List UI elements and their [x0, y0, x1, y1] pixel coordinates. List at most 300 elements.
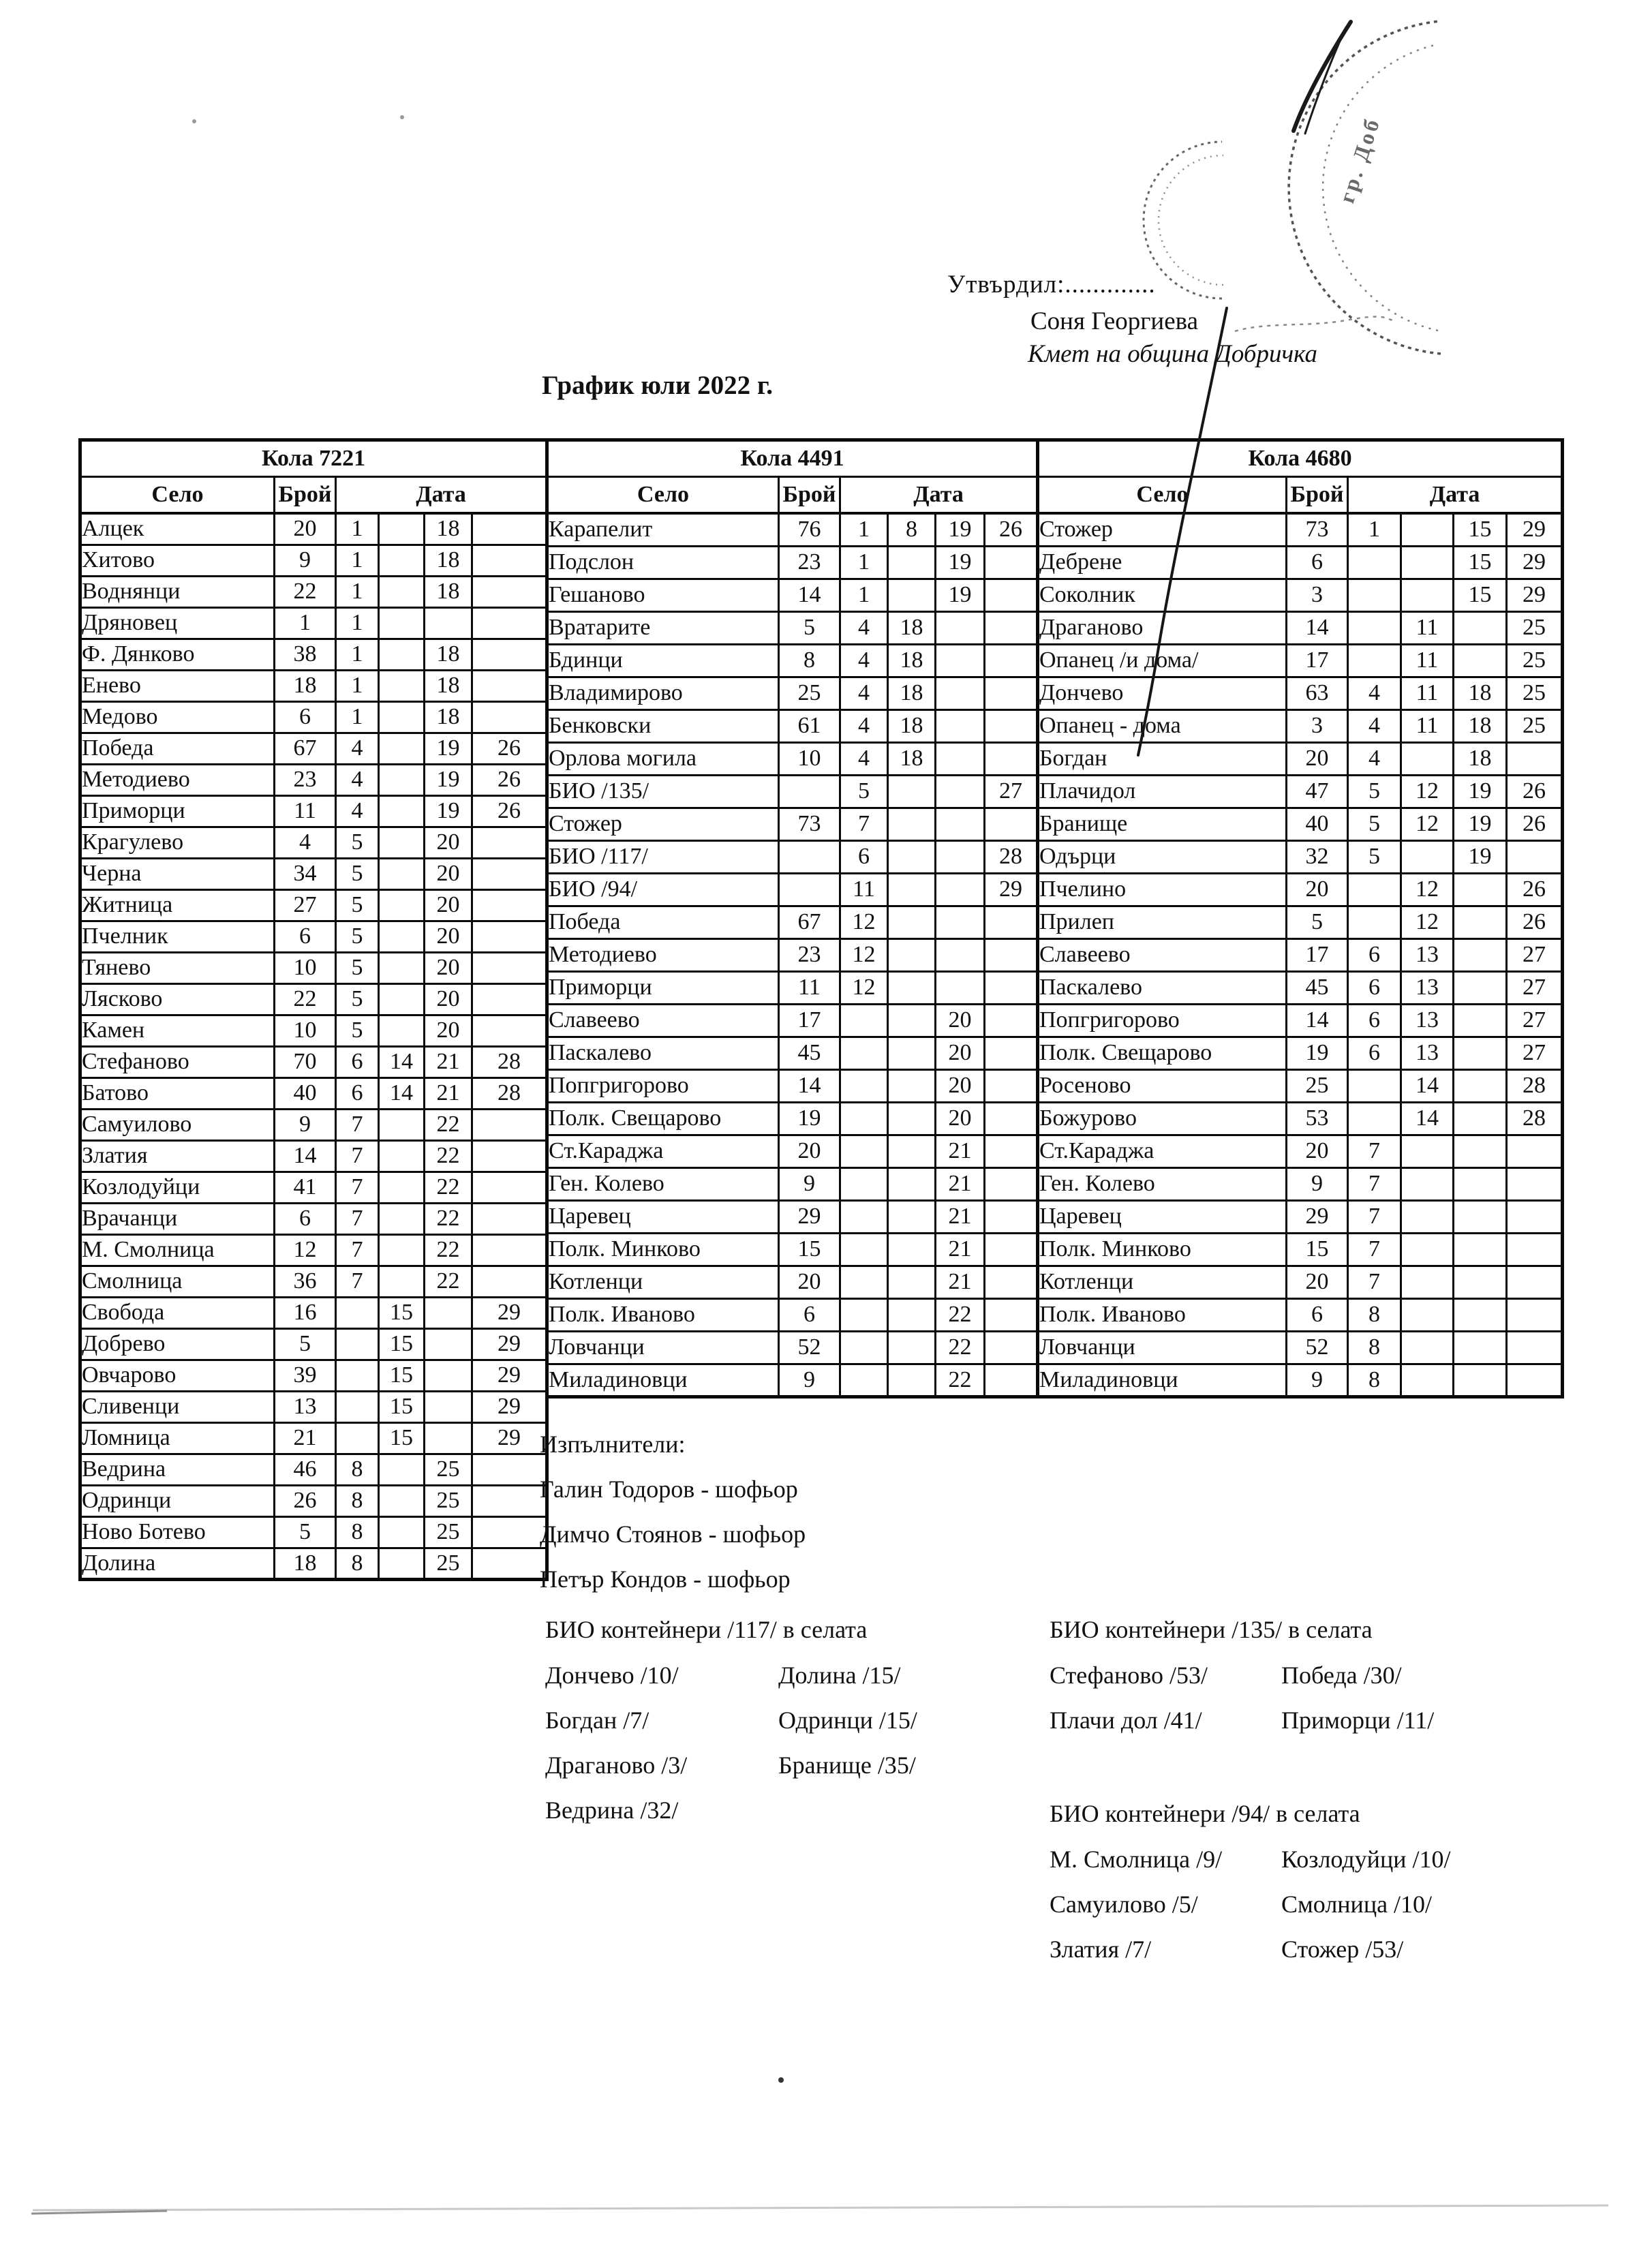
date-cell	[379, 607, 425, 639]
date-cell: 15	[1454, 579, 1507, 611]
table-row	[547, 1266, 1038, 1298]
count-cell: 16	[275, 1297, 336, 1328]
date-cell: 20	[936, 1004, 985, 1037]
date-cell	[425, 1422, 472, 1454]
village-cell: Овчарово	[80, 1360, 275, 1391]
village-cell: Пчелино	[1038, 873, 1287, 906]
date-cell	[888, 840, 936, 873]
table-row	[1038, 579, 1563, 611]
date-cell	[888, 1266, 936, 1298]
date-cell	[1454, 1266, 1507, 1298]
table-row	[547, 1069, 1038, 1102]
bio-village: Приморци /11/	[1281, 1707, 1435, 1734]
date-cell	[1507, 1135, 1563, 1167]
table-row	[80, 1234, 547, 1266]
date-cell: 21	[936, 1167, 985, 1200]
date-cell: 19	[425, 795, 472, 827]
date-cell	[1454, 1102, 1507, 1135]
signature-squiggle-icon	[1235, 317, 1394, 331]
executor-line: Димчо Стоянов - шофьор	[540, 1520, 806, 1548]
date-cell: 8	[1348, 1298, 1401, 1331]
date-cell	[985, 611, 1038, 644]
date-cell: 19	[1454, 808, 1507, 840]
table-row	[80, 858, 547, 889]
date-cell	[472, 1485, 547, 1516]
count-cell: 29	[1287, 1200, 1348, 1233]
date-cell: 18	[888, 611, 936, 644]
date-cell: 19	[425, 733, 472, 764]
count-cell: 52	[779, 1331, 840, 1364]
date-cell	[472, 701, 547, 733]
date-cell	[336, 1422, 379, 1454]
col-header-village: Село	[80, 477, 275, 514]
date-cell	[840, 1298, 888, 1331]
village-cell: Одринци	[80, 1485, 275, 1516]
table-row	[1038, 906, 1563, 938]
date-cell: 22	[936, 1331, 985, 1364]
village-cell: Полк. Минково	[1038, 1233, 1287, 1266]
table-row	[547, 1004, 1038, 1037]
table-row	[1038, 513, 1563, 546]
date-cell	[985, 1298, 1038, 1331]
bio-village: Смолница /10/	[1281, 1891, 1433, 1918]
approval-label: Утвърдил:.............	[947, 271, 1156, 299]
date-cell	[888, 808, 936, 840]
date-cell: 5	[336, 858, 379, 889]
date-cell	[472, 1140, 547, 1172]
village-cell: Лясково	[80, 983, 275, 1015]
date-cell: 7	[1348, 1233, 1401, 1266]
village-cell: Опанец /и дома/	[1038, 644, 1287, 677]
date-cell: 8	[336, 1454, 379, 1485]
date-cell	[472, 607, 547, 639]
village-cell: Методиево	[547, 938, 779, 971]
village-cell: Ведрина	[80, 1454, 275, 1485]
date-cell	[936, 709, 985, 742]
table-row	[1038, 938, 1563, 971]
table-row	[80, 607, 547, 639]
village-cell: Царевец	[547, 1200, 779, 1233]
count-cell: 40	[275, 1077, 336, 1109]
date-cell: 4	[1348, 677, 1401, 709]
date-cell: 27	[1507, 971, 1563, 1004]
bio-135-heading: БИО контейнери /135/ в селата	[1050, 1616, 1373, 1643]
date-cell: 13	[1401, 1004, 1454, 1037]
table-row	[80, 1485, 547, 1516]
date-cell	[336, 1297, 379, 1328]
date-cell	[1454, 1331, 1507, 1364]
count-cell	[779, 840, 840, 873]
count-cell: 20	[275, 513, 336, 545]
count-cell	[779, 873, 840, 906]
village-cell: Бранище	[1038, 808, 1287, 840]
date-cell	[379, 513, 425, 545]
count-cell: 3	[1287, 579, 1348, 611]
date-cell: 22	[425, 1266, 472, 1297]
date-cell	[936, 906, 985, 938]
date-cell	[888, 1200, 936, 1233]
count-cell: 20	[779, 1266, 840, 1298]
date-cell: 7	[336, 1109, 379, 1140]
count-cell: 14	[1287, 611, 1348, 644]
date-cell	[379, 889, 425, 921]
table-row	[547, 611, 1038, 644]
village-cell: Козлодуйци	[80, 1172, 275, 1203]
schedule-table-4491	[545, 438, 1039, 1398]
date-cell	[985, 1200, 1038, 1233]
date-cell: 4	[336, 733, 379, 764]
bio-village: Бранище /35/	[778, 1752, 916, 1779]
date-cell	[1401, 742, 1454, 775]
date-cell: 26	[1507, 906, 1563, 938]
table-row	[80, 670, 547, 701]
date-cell: 7	[1348, 1167, 1401, 1200]
date-cell	[936, 971, 985, 1004]
date-cell: 13	[1401, 938, 1454, 971]
date-cell	[888, 1037, 936, 1069]
village-cell: Черна	[80, 858, 275, 889]
date-cell: 5	[336, 921, 379, 952]
date-cell: 4	[1348, 709, 1401, 742]
table-row	[547, 1102, 1038, 1135]
date-cell: 15	[379, 1297, 425, 1328]
count-cell: 29	[779, 1200, 840, 1233]
village-cell: Свобода	[80, 1297, 275, 1328]
village-cell: Камен	[80, 1015, 275, 1046]
col-header-village: Село	[1038, 477, 1287, 514]
bio-village: Златия /7/	[1050, 1936, 1152, 1963]
bio-village: Богдан /7/	[545, 1707, 649, 1734]
date-cell: 12	[1401, 808, 1454, 840]
count-cell: 63	[1287, 677, 1348, 709]
village-cell: Пчелник	[80, 921, 275, 952]
village-cell: БИО /117/	[547, 840, 779, 873]
village-cell: Полк. Свещарово	[1038, 1037, 1287, 1069]
date-cell	[1454, 873, 1507, 906]
date-cell	[472, 513, 547, 545]
count-cell: 11	[779, 971, 840, 1004]
count-cell: 17	[1287, 938, 1348, 971]
table-row	[80, 1516, 547, 1548]
date-cell: 18	[888, 644, 936, 677]
village-cell: Паскалево	[1038, 971, 1287, 1004]
count-cell: 45	[779, 1037, 840, 1069]
date-cell: 14	[1401, 1102, 1454, 1135]
village-cell: Драганово	[1038, 611, 1287, 644]
count-cell: 14	[779, 1069, 840, 1102]
date-cell: 5	[840, 775, 888, 808]
date-cell: 5	[336, 889, 379, 921]
date-cell	[472, 1454, 547, 1485]
count-cell: 34	[275, 858, 336, 889]
date-cell	[936, 677, 985, 709]
bio-117-heading: БИО контейнери /117/ в селата	[545, 1616, 868, 1643]
date-cell: 15	[379, 1328, 425, 1360]
village-cell: Тянево	[80, 952, 275, 983]
date-cell	[379, 858, 425, 889]
bio-village: Козлодуйци /10/	[1281, 1846, 1451, 1873]
date-cell	[1507, 1298, 1563, 1331]
date-cell: 26	[1507, 775, 1563, 808]
date-cell	[936, 775, 985, 808]
table-row	[80, 1140, 547, 1172]
date-cell	[472, 983, 547, 1015]
date-cell: 29	[985, 873, 1038, 906]
date-cell: 20	[425, 983, 472, 1015]
date-cell: 15	[1454, 513, 1507, 546]
date-cell: 15	[379, 1360, 425, 1391]
date-cell	[1401, 1135, 1454, 1167]
date-cell	[472, 545, 547, 576]
date-cell	[379, 1516, 425, 1548]
count-cell: 17	[779, 1004, 840, 1037]
count-cell: 8	[779, 644, 840, 677]
date-cell: 18	[888, 677, 936, 709]
date-cell: 21	[936, 1233, 985, 1266]
date-cell	[888, 1233, 936, 1266]
table-row	[547, 709, 1038, 742]
table-row	[547, 644, 1038, 677]
date-cell	[379, 670, 425, 701]
date-cell: 26	[1507, 873, 1563, 906]
date-cell: 12	[1401, 906, 1454, 938]
date-cell	[472, 858, 547, 889]
village-cell: Ново Ботево	[80, 1516, 275, 1548]
date-cell	[985, 742, 1038, 775]
date-cell: 21	[936, 1266, 985, 1298]
table-row	[1038, 1298, 1563, 1331]
date-cell: 5	[336, 1015, 379, 1046]
date-cell: 1	[840, 513, 888, 546]
village-cell: Житница	[80, 889, 275, 921]
date-cell	[840, 1331, 888, 1364]
table-row	[1038, 1364, 1563, 1396]
table-row	[547, 677, 1038, 709]
village-cell: Орлова могила	[547, 742, 779, 775]
date-cell	[425, 607, 472, 639]
col-header-count: Брой	[275, 477, 336, 514]
table-row	[80, 1422, 547, 1454]
date-cell	[888, 579, 936, 611]
date-cell	[936, 611, 985, 644]
village-cell: Енево	[80, 670, 275, 701]
date-cell: 21	[936, 1200, 985, 1233]
count-cell: 20	[1287, 742, 1348, 775]
table-row	[547, 938, 1038, 971]
date-cell	[379, 576, 425, 607]
count-cell: 4	[275, 827, 336, 858]
date-cell: 1	[336, 545, 379, 576]
table-row	[1038, 1069, 1563, 1102]
date-cell: 18	[1454, 742, 1507, 775]
date-cell	[379, 983, 425, 1015]
village-cell: Миладиновци	[1038, 1364, 1287, 1396]
date-cell: 22	[425, 1234, 472, 1266]
village-cell: Подслон	[547, 546, 779, 579]
village-cell: Славеево	[1038, 938, 1287, 971]
count-cell: 9	[275, 1109, 336, 1140]
date-cell	[888, 938, 936, 971]
date-cell: 20	[425, 858, 472, 889]
count-cell: 6	[275, 1203, 336, 1234]
date-cell	[425, 1360, 472, 1391]
table-row	[547, 513, 1038, 546]
village-cell: Бдинци	[547, 644, 779, 677]
date-cell	[379, 701, 425, 733]
table-row	[80, 795, 547, 827]
date-cell	[1348, 906, 1401, 938]
date-cell	[1348, 1069, 1401, 1102]
village-cell: Полк. Иваново	[547, 1298, 779, 1331]
date-cell	[1348, 579, 1401, 611]
village-cell: Батово	[80, 1077, 275, 1109]
count-cell: 6	[1287, 546, 1348, 579]
date-cell	[985, 644, 1038, 677]
date-cell: 4	[840, 611, 888, 644]
date-cell: 12	[1401, 873, 1454, 906]
date-cell	[888, 1102, 936, 1135]
table-row	[80, 545, 547, 576]
table-row	[80, 1297, 547, 1328]
date-cell: 22	[425, 1172, 472, 1203]
date-cell: 12	[1401, 775, 1454, 808]
village-cell: Гешаново	[547, 579, 779, 611]
date-cell: 28	[472, 1046, 547, 1077]
village-cell: М. Смолница	[80, 1234, 275, 1266]
count-cell: 12	[275, 1234, 336, 1266]
date-cell: 4	[336, 764, 379, 795]
table-row	[547, 971, 1038, 1004]
count-cell: 6	[779, 1298, 840, 1331]
table-row	[80, 1172, 547, 1203]
village-cell: Полк. Минково	[547, 1233, 779, 1266]
date-cell: 29	[1507, 513, 1563, 546]
date-cell	[985, 709, 1038, 742]
bio-village: Ведрина /32/	[545, 1797, 679, 1824]
date-cell: 18	[1454, 709, 1507, 742]
table-row	[80, 921, 547, 952]
date-cell	[888, 906, 936, 938]
date-cell	[888, 1004, 936, 1037]
table-row	[80, 1077, 547, 1109]
date-cell	[472, 1172, 547, 1203]
date-cell: 1	[840, 546, 888, 579]
date-cell: 6	[336, 1046, 379, 1077]
date-cell: 4	[840, 677, 888, 709]
count-cell: 40	[1287, 808, 1348, 840]
date-cell	[379, 1109, 425, 1140]
village-cell: Победа	[547, 906, 779, 938]
date-cell	[425, 1297, 472, 1328]
bio-village: Долина /15/	[778, 1662, 901, 1689]
table-row	[1038, 546, 1563, 579]
count-cell: 6	[275, 921, 336, 952]
date-cell	[840, 1102, 888, 1135]
date-cell	[472, 1548, 547, 1579]
date-cell	[1454, 1364, 1507, 1396]
date-cell	[1507, 1167, 1563, 1200]
date-cell	[1401, 840, 1454, 873]
date-cell: 18	[425, 701, 472, 733]
village-cell: Плачидол	[1038, 775, 1287, 808]
date-cell	[1401, 579, 1454, 611]
table-row	[1038, 644, 1563, 677]
date-cell	[840, 1004, 888, 1037]
date-cell: 4	[1348, 742, 1401, 775]
date-cell: 20	[425, 889, 472, 921]
date-cell: 14	[379, 1046, 425, 1077]
date-cell	[840, 1135, 888, 1167]
count-cell: 6	[275, 701, 336, 733]
village-cell: Воднянци	[80, 576, 275, 607]
date-cell	[472, 1109, 547, 1140]
date-cell: 12	[840, 971, 888, 1004]
date-cell: 22	[425, 1203, 472, 1234]
village-cell: Алцек	[80, 513, 275, 545]
date-cell: 22	[425, 1140, 472, 1172]
count-cell: 14	[1287, 1004, 1348, 1037]
date-cell	[1507, 742, 1563, 775]
count-cell: 47	[1287, 775, 1348, 808]
count-cell: 9	[779, 1364, 840, 1396]
table-row	[547, 1037, 1038, 1069]
date-cell	[936, 644, 985, 677]
date-cell: 25	[1507, 677, 1563, 709]
count-cell: 20	[779, 1135, 840, 1167]
village-cell: Владимирово	[547, 677, 779, 709]
date-cell: 11	[1401, 644, 1454, 677]
date-cell: 25	[425, 1516, 472, 1548]
date-cell: 18	[425, 545, 472, 576]
date-cell: 19	[936, 579, 985, 611]
date-cell	[1401, 1233, 1454, 1266]
count-cell: 23	[275, 764, 336, 795]
date-cell: 14	[379, 1077, 425, 1109]
count-cell: 10	[275, 1015, 336, 1046]
date-cell	[840, 1233, 888, 1266]
village-cell: Ст.Караджа	[1038, 1135, 1287, 1167]
date-cell	[1401, 546, 1454, 579]
date-cell	[1401, 513, 1454, 546]
table-body	[80, 513, 547, 1579]
count-cell: 53	[1287, 1102, 1348, 1135]
date-cell	[336, 1328, 379, 1360]
table-row	[547, 1233, 1038, 1266]
date-cell	[1507, 1200, 1563, 1233]
date-cell	[888, 1298, 936, 1331]
table-body	[547, 513, 1038, 1396]
date-cell	[1348, 644, 1401, 677]
count-cell: 27	[275, 889, 336, 921]
date-cell	[888, 1167, 936, 1200]
scan-speck-icon	[192, 119, 196, 123]
date-cell	[1454, 1298, 1507, 1331]
date-cell: 27	[985, 775, 1038, 808]
table-row	[80, 764, 547, 795]
date-cell: 13	[1401, 971, 1454, 1004]
count-cell: 5	[779, 611, 840, 644]
count-cell: 22	[275, 983, 336, 1015]
bio-village: Плачи дол /41/	[1050, 1707, 1202, 1734]
date-cell: 29	[472, 1391, 547, 1422]
date-cell	[1507, 1233, 1563, 1266]
date-cell	[379, 1548, 425, 1579]
col-header-count: Брой	[779, 477, 840, 514]
date-cell	[1454, 938, 1507, 971]
date-cell: 29	[1507, 579, 1563, 611]
date-cell: 1	[1348, 513, 1401, 546]
village-cell: Победа	[80, 733, 275, 764]
